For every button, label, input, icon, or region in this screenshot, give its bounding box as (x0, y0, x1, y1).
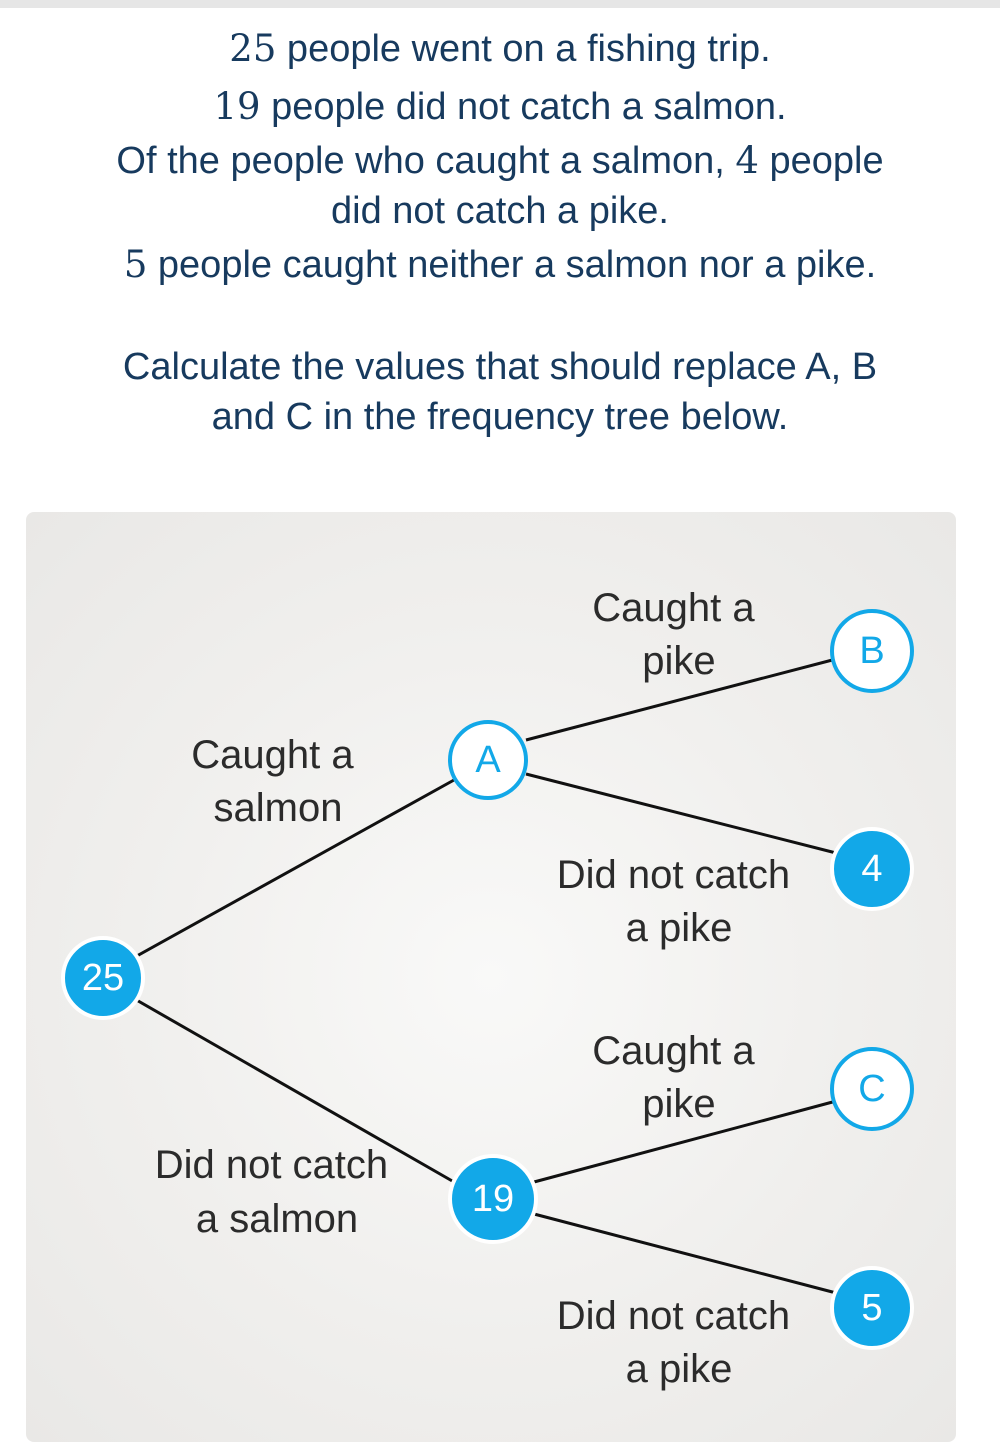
question-line-3: Of the people who caught a salmon, 4 people (116, 139, 884, 182)
svg-text:C: C (858, 1068, 886, 1110)
label-a-not-pike: Did not catch a pike (556, 853, 791, 950)
instruction-line-2: and C in the frequency tree below. (211, 396, 789, 438)
svg-text:B: B (859, 630, 885, 672)
svg-text:25: 25 (81, 957, 125, 999)
svg-text:5: 5 (861, 1287, 883, 1329)
frequency-tree (26, 512, 956, 1442)
branch-a-not-pike (526, 774, 840, 854)
svg-text:19: 19 (471, 1178, 515, 1220)
label-19-not-pike: Did not catch a pike (556, 1294, 791, 1391)
node-c (832, 1049, 912, 1129)
instruction-line-1: Calculate the values that should replace A, B (122, 346, 878, 388)
label-not-salmon: Did not catch a salmon (154, 1143, 389, 1241)
question-line-2: 19 people did not catch a salmon. (213, 85, 787, 128)
node-root (63, 938, 143, 1018)
frequency-tree-panel (26, 512, 956, 1442)
question-line-5: 5 people caught neither a salmon nor a pike. (123, 243, 877, 286)
label-a-caught-pike: Caught a pike (592, 586, 755, 683)
node-b (832, 611, 912, 691)
label-caught-salmon: Caught a salmon (191, 733, 354, 830)
node-5 (832, 1268, 912, 1348)
node-4 (832, 829, 912, 909)
node-a (450, 722, 526, 798)
question-line-1: 25 people went on a fishing trip. (229, 27, 771, 70)
question-text (0, 20, 1000, 442)
svg-text:A: A (475, 739, 501, 781)
question-line-4: did not catch a pike. (331, 190, 669, 232)
top-strip (0, 0, 1000, 8)
branch-19-not-pike (534, 1214, 840, 1294)
svg-text:4: 4 (861, 848, 883, 890)
label-19-caught-pike: Caught a pike (592, 1029, 755, 1126)
node-19 (450, 1156, 536, 1242)
